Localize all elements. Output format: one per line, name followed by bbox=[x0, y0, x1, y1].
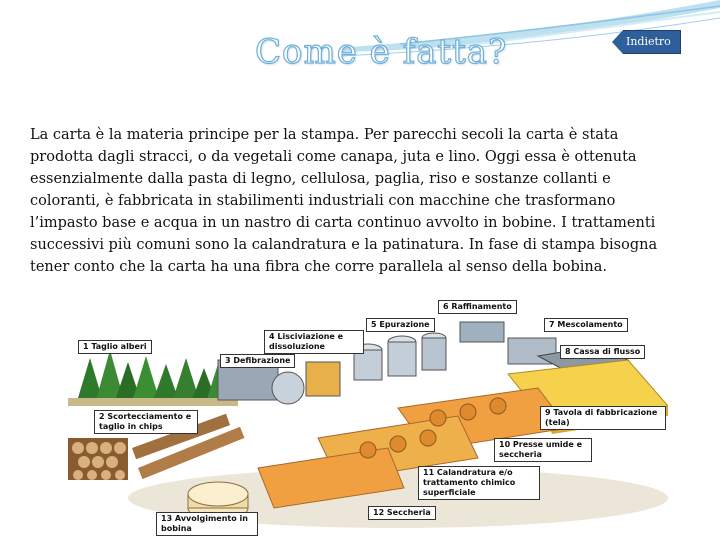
page-title: Come è fatta? bbox=[255, 32, 508, 72]
step-label-7: 7 Mescolamento bbox=[544, 318, 628, 332]
back-button-label: Indietro bbox=[623, 30, 681, 54]
step-label-2: 2 Scortecciamento e taglio in chips bbox=[94, 410, 198, 434]
step-label-13: 13 Avvolgimento in bobina bbox=[156, 512, 258, 536]
back-button[interactable] bbox=[612, 30, 681, 54]
forest-trees-icon bbox=[68, 350, 238, 406]
step-label-3: 3 Defibrazione bbox=[220, 354, 295, 368]
step-label-4: 4 Lisciviazione e dissoluzione bbox=[264, 330, 364, 354]
step-label-10: 10 Presse umide e seccheria bbox=[494, 438, 592, 462]
step-label-9: 9 Tavola di fabbricazione (tela) bbox=[540, 406, 666, 430]
step-label-1: 1 Taglio alberi bbox=[78, 340, 152, 354]
step-label-11: 11 Calandratura e/o trattamento chimico superficiale bbox=[418, 466, 540, 500]
body-paragraph: La carta è la materia principe per la stampa. Per parecchi secoli la carta è stata prodotta dagli stracci, o da vegetali come canapa, juta e lino. Oggi essa è ottenuta essenzialmente dalla pasta di legno, cellulosa, paglia, riso e sostanze collanti e coloranti, è fabbricata in stabilimenti industriali con macchine che trasformano l’impasto base e acqua in un nastro di carta continuo avvolto in bobine. I trattamenti successivi più comuni sono la calandratura e la patinatura. In fase di stampa bisogna tener conto che la carta ha una fibra che corre parallela al senso della bobina. bbox=[30, 127, 658, 275]
step-label-12: 12 Seccheria bbox=[368, 506, 436, 520]
back-arrow-icon bbox=[612, 30, 623, 54]
step-label-6: 6 Raffinamento bbox=[438, 300, 517, 314]
papermaking-process-diagram bbox=[68, 298, 668, 540]
step-label-5: 5 Epurazione bbox=[366, 318, 435, 332]
step-label-8: 8 Cassa di flusso bbox=[560, 345, 645, 359]
